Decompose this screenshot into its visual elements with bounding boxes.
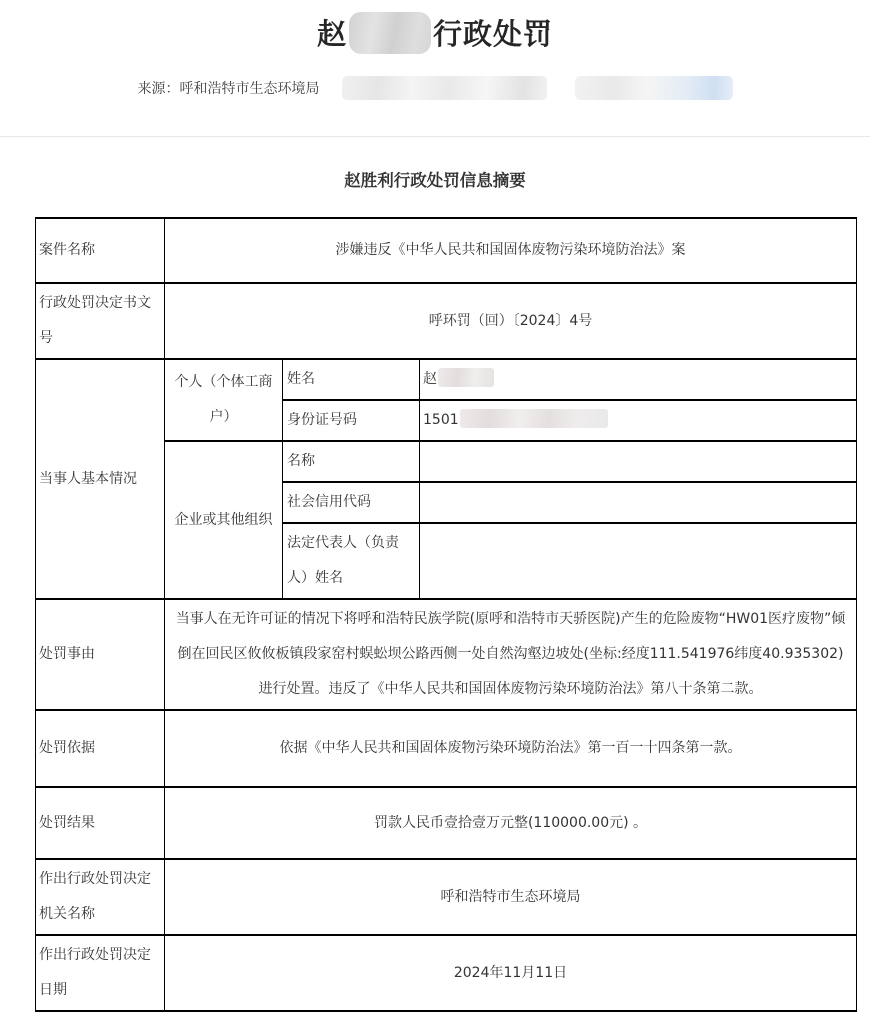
page-title-prefix: 赵 <box>316 17 347 51</box>
source-label: 来源：呼和浩特市生态环境局 <box>137 81 320 97</box>
summary-section <box>0 137 870 1012</box>
case-name-value: 涉嫌违反《中华人民共和国固体废物污染环境防治法》案 <box>165 218 857 283</box>
penalty-table <box>35 217 857 1012</box>
decision-date-value: 2024年11月11日 <box>165 935 857 1011</box>
org-name-value <box>420 441 857 482</box>
row-penalty-result <box>36 787 857 859</box>
name-value-prefix: 赵 <box>423 371 437 387</box>
name-redaction <box>438 368 494 387</box>
name-value <box>420 359 857 400</box>
row-penalty-basis <box>36 710 857 787</box>
row-decision-org <box>36 859 857 935</box>
row-party-name <box>36 359 857 400</box>
source-row <box>0 76 870 100</box>
page-title-suffix: 行政处罚 <box>433 17 554 51</box>
row-penalty-reason <box>36 599 857 710</box>
source-redaction-1 <box>342 76 547 100</box>
penalty-reason-value: 当事人在无许可证的情况下将呼和浩特民族学院(原呼和浩特市天骄医院)产生的危险废物“HW01医疗废物”倾倒在回民区攸攸板镇段家窑村蜈蚣坝公路西侧一处自然沟壑边坡处(坐标:经度111.541976纬度40.935302)进行处置。违反了《中华人民共和国固体废物污染环境防治法》第八十条第二款。 <box>165 599 857 710</box>
id-number-prefix: 1501 <box>423 412 459 428</box>
id-number-value <box>420 400 857 441</box>
legal-rep-label: 法定代表人（负责人）姓名 <box>283 523 420 599</box>
party-info-label: 当事人基本情况 <box>36 359 165 599</box>
row-decision-no <box>36 283 857 359</box>
row-decision-date <box>36 935 857 1011</box>
case-name-label: 案件名称 <box>36 218 165 283</box>
penalty-result-value: 罚款人民币壹拾壹万元整(110000.00元) 。 <box>165 787 857 859</box>
name-label: 姓名 <box>283 359 420 400</box>
decision-org-label: 作出行政处罚决定机关名称 <box>36 859 165 935</box>
organization-label: 企业或其他组织 <box>165 441 283 599</box>
article-header <box>0 0 870 137</box>
penalty-reason-label: 处罚事由 <box>36 599 165 710</box>
table-title: 赵胜利行政处罚信息摘要 <box>344 171 526 190</box>
credit-code-value <box>420 482 857 523</box>
penalty-result-label: 处罚结果 <box>36 787 165 859</box>
decision-date-label: 作出行政处罚决定日期 <box>36 935 165 1011</box>
row-case-name <box>36 218 857 283</box>
legal-rep-value <box>420 523 857 599</box>
decision-no-label: 行政处罚决定书文号 <box>36 283 165 359</box>
decision-org-value: 呼和浩特市生态环境局 <box>165 859 857 935</box>
org-name-label: 名称 <box>283 441 420 482</box>
page-title <box>0 12 870 60</box>
title-redaction <box>349 12 431 54</box>
id-number-redaction <box>460 409 608 428</box>
penalty-basis-label: 处罚依据 <box>36 710 165 787</box>
penalty-basis-value: 依据《中华人民共和国固体废物污染环境防治法》第一百一十四条第一款。 <box>165 710 857 787</box>
credit-code-label: 社会信用代码 <box>283 482 420 523</box>
source-redaction-2 <box>575 76 733 100</box>
decision-no-value: 呼环罚（回）〔2024〕4号 <box>165 283 857 359</box>
individual-label: 个人（个体工商户） <box>165 359 283 441</box>
id-number-label: 身份证号码 <box>283 400 420 441</box>
